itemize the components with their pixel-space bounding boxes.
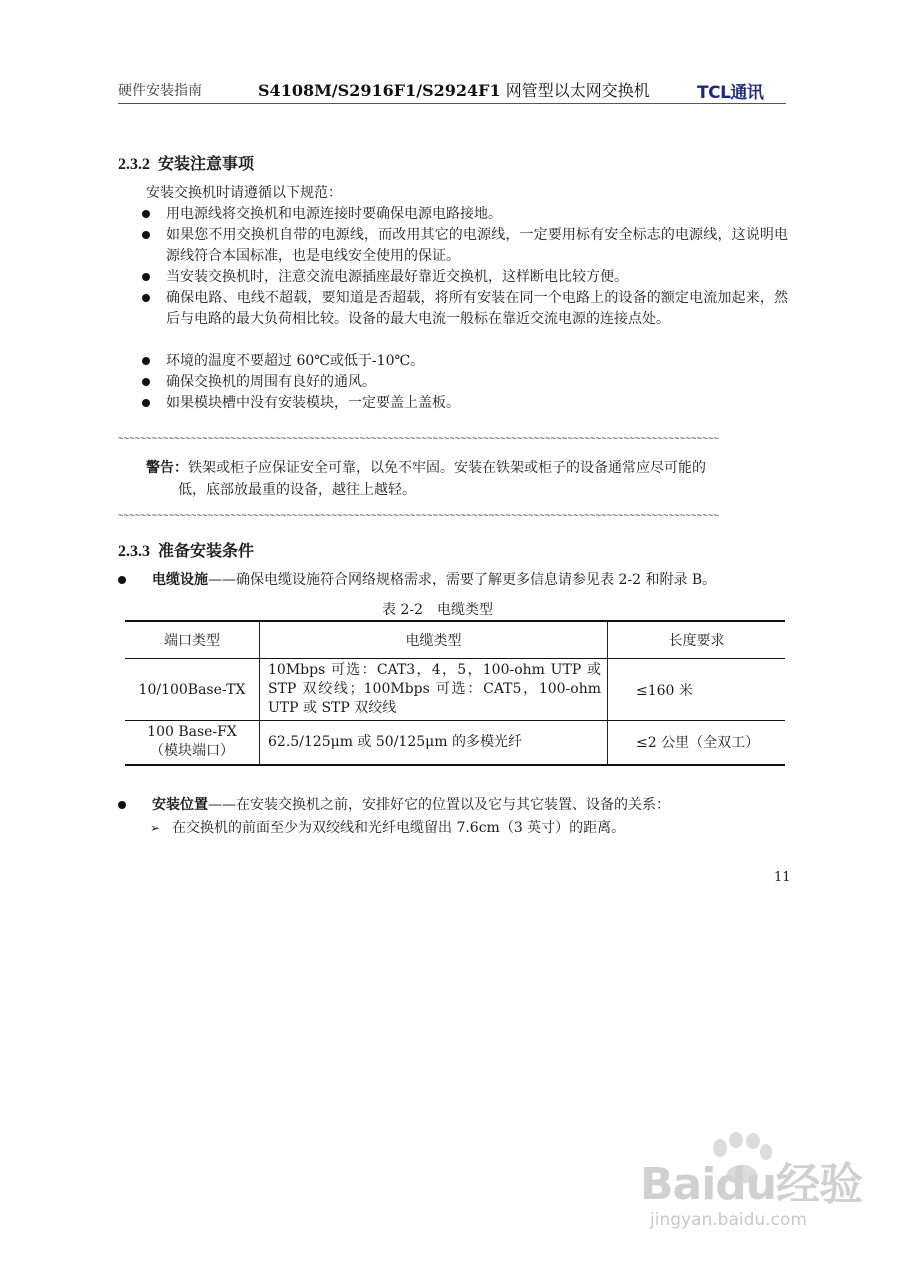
bullet-icon — [142, 225, 166, 267]
sub-list-item-text: 在交换机的前面至少为双绞线和光纤电缆留出 7.6cm（3 英寸）的距离。 — [172, 820, 626, 836]
col-header-cable: 电缆类型 — [260, 621, 608, 659]
separator-bottom: ~~~~~~~~~~~~~~~~~~~~~~~~~~~~~~~~~~~~~~~~~~~~~~~~~~~~~~~~~~~~~~~~~~~~~~~~~~~~~~~~~~~~~~~~~~~~~~~~~~~~~~~~~~~ — [118, 511, 720, 521]
arrow-bullet-icon: ➢ — [150, 821, 161, 835]
cell-port-line2: （模块端口） — [150, 743, 234, 760]
bullet-icon — [142, 372, 166, 393]
section-title: 准备安装条件 — [158, 541, 255, 560]
section-title: 安装注意事项 — [158, 154, 255, 173]
list-item — [142, 372, 788, 393]
warning-text-line2: 低，底部放最重的设备，越往上越轻。 — [178, 482, 416, 498]
list-item — [142, 225, 788, 267]
cell-port — [125, 721, 260, 765]
list-item-text: 用电源线将交换机和电源连接时要确保电源电路接地。 — [166, 206, 502, 222]
cell-length: ≤2 公里（全双工） — [608, 721, 786, 765]
list-item — [118, 570, 798, 591]
list-item-text: 环境的温度不要超过 60℃或低于-10℃。 — [166, 353, 425, 369]
cable-text: ——确保电缆设施符合网络规格需求，需要了解更多信息请参见表 2-2 和附录 B。 — [208, 572, 717, 588]
separator-top: ~~~~~~~~~~~~~~~~~~~~~~~~~~~~~~~~~~~~~~~~~~~~~~~~~~~~~~~~~~~~~~~~~~~~~~~~~~~~~~~~~~~~~~~~~~~~~~~~~~~~~~~~~~~ — [118, 434, 720, 444]
section-233-heading — [118, 538, 254, 561]
sub-list-item — [150, 818, 625, 838]
header-model: S4108M/S2916F1/S2924F1 — [258, 81, 501, 100]
bullet-icon — [142, 288, 166, 330]
warning-label: 警告： — [146, 460, 188, 476]
section-number: 2.3.3 — [118, 543, 150, 560]
col-header-length: 长度要求 — [608, 621, 786, 659]
list-item — [142, 267, 788, 288]
watermark-url: jingyan.baidu.com — [650, 1210, 807, 1230]
warning-text-line1: 铁架或柜子应保证安全可靠，以免不牢固。安装在铁架或柜子的设备通常应尽可能的 — [188, 460, 706, 476]
table-row — [125, 721, 785, 765]
list-item — [142, 351, 788, 372]
list-item-text — [152, 570, 798, 591]
bullet-icon — [142, 267, 166, 288]
list-item-text: 如果模块槽中没有安装模块，一定要盖上盖板。 — [166, 395, 460, 411]
list-item-text — [152, 795, 798, 816]
section-number: 2.3.2 — [118, 156, 150, 173]
table-caption: 表 2-2 电缆类型 — [382, 602, 493, 618]
header-doc-category: 硬件安装指南 — [118, 83, 202, 99]
page-number: 11 — [774, 870, 791, 885]
list-item-text: 如果您不用交换机自带的电源线，而改用其它的电源线，一定要用标有安全标志的电源线，这说明电源线符合本国标准，也是电线安全使用的保证。 — [166, 227, 788, 264]
cell-port: 10/100Base-TX — [125, 659, 260, 721]
cell-length: ≤160 米 — [608, 659, 786, 721]
header-title-cn: 网管型以太网交换机 — [500, 81, 650, 100]
position-text: ——在安装交换机之前，安排好它的位置以及它与其它装置、设备的关系： — [208, 797, 670, 813]
list-item-text: 确保电路、电线不超载，要知道是否超载，将所有安装在同一个电路上的设备的额定电流加起来，然后与电路的最大负荷相比较。设备的最大电流一般标在靠近交流电源的连接点处。 — [166, 290, 788, 327]
bullet-icon — [142, 351, 166, 372]
baidu-watermark — [640, 1148, 863, 1230]
watermark-brand: Baidu经验 — [640, 1159, 863, 1210]
cell-port-line1: 100 Base-FX — [147, 724, 237, 741]
list-item — [142, 393, 788, 414]
header-divider — [118, 103, 786, 104]
list-item — [142, 288, 788, 330]
list-item-text: 当安装交换机时，注意交流电源插座最好靠近交换机，这样断电比较方便。 — [166, 269, 628, 285]
section-intro: 安装交换机时请遵循以下规范： — [146, 185, 342, 201]
cable-label: 电缆设施 — [152, 572, 208, 588]
bullet-icon — [118, 795, 152, 816]
position-label: 安装位置 — [152, 797, 208, 813]
list-item — [142, 204, 788, 225]
bullet-icon — [118, 570, 152, 591]
warning-box — [146, 457, 788, 501]
list-item — [118, 795, 798, 816]
cable-type-table — [125, 620, 785, 766]
tcl-logo: TCL通讯 — [697, 83, 764, 103]
col-header-port: 端口类型 — [125, 621, 260, 659]
list-item-text: 确保交换机的周围有良好的通风。 — [166, 374, 376, 390]
cell-cable: 62.5/125μm 或 50/125μm 的多模光纤 — [260, 721, 608, 765]
cell-cable: 10Mbps 可选：CAT3，4，5，100-ohm UTP 或 STP 双绞线；100Mbps 可选：CAT5，100-ohm UTP 或 STP 双绞线 — [260, 659, 608, 721]
bullet-icon — [142, 204, 166, 225]
bullet-icon — [142, 393, 166, 414]
table-row — [125, 659, 785, 721]
header-title — [258, 78, 650, 101]
table-header-row — [125, 621, 785, 659]
section-232-heading — [118, 151, 254, 174]
